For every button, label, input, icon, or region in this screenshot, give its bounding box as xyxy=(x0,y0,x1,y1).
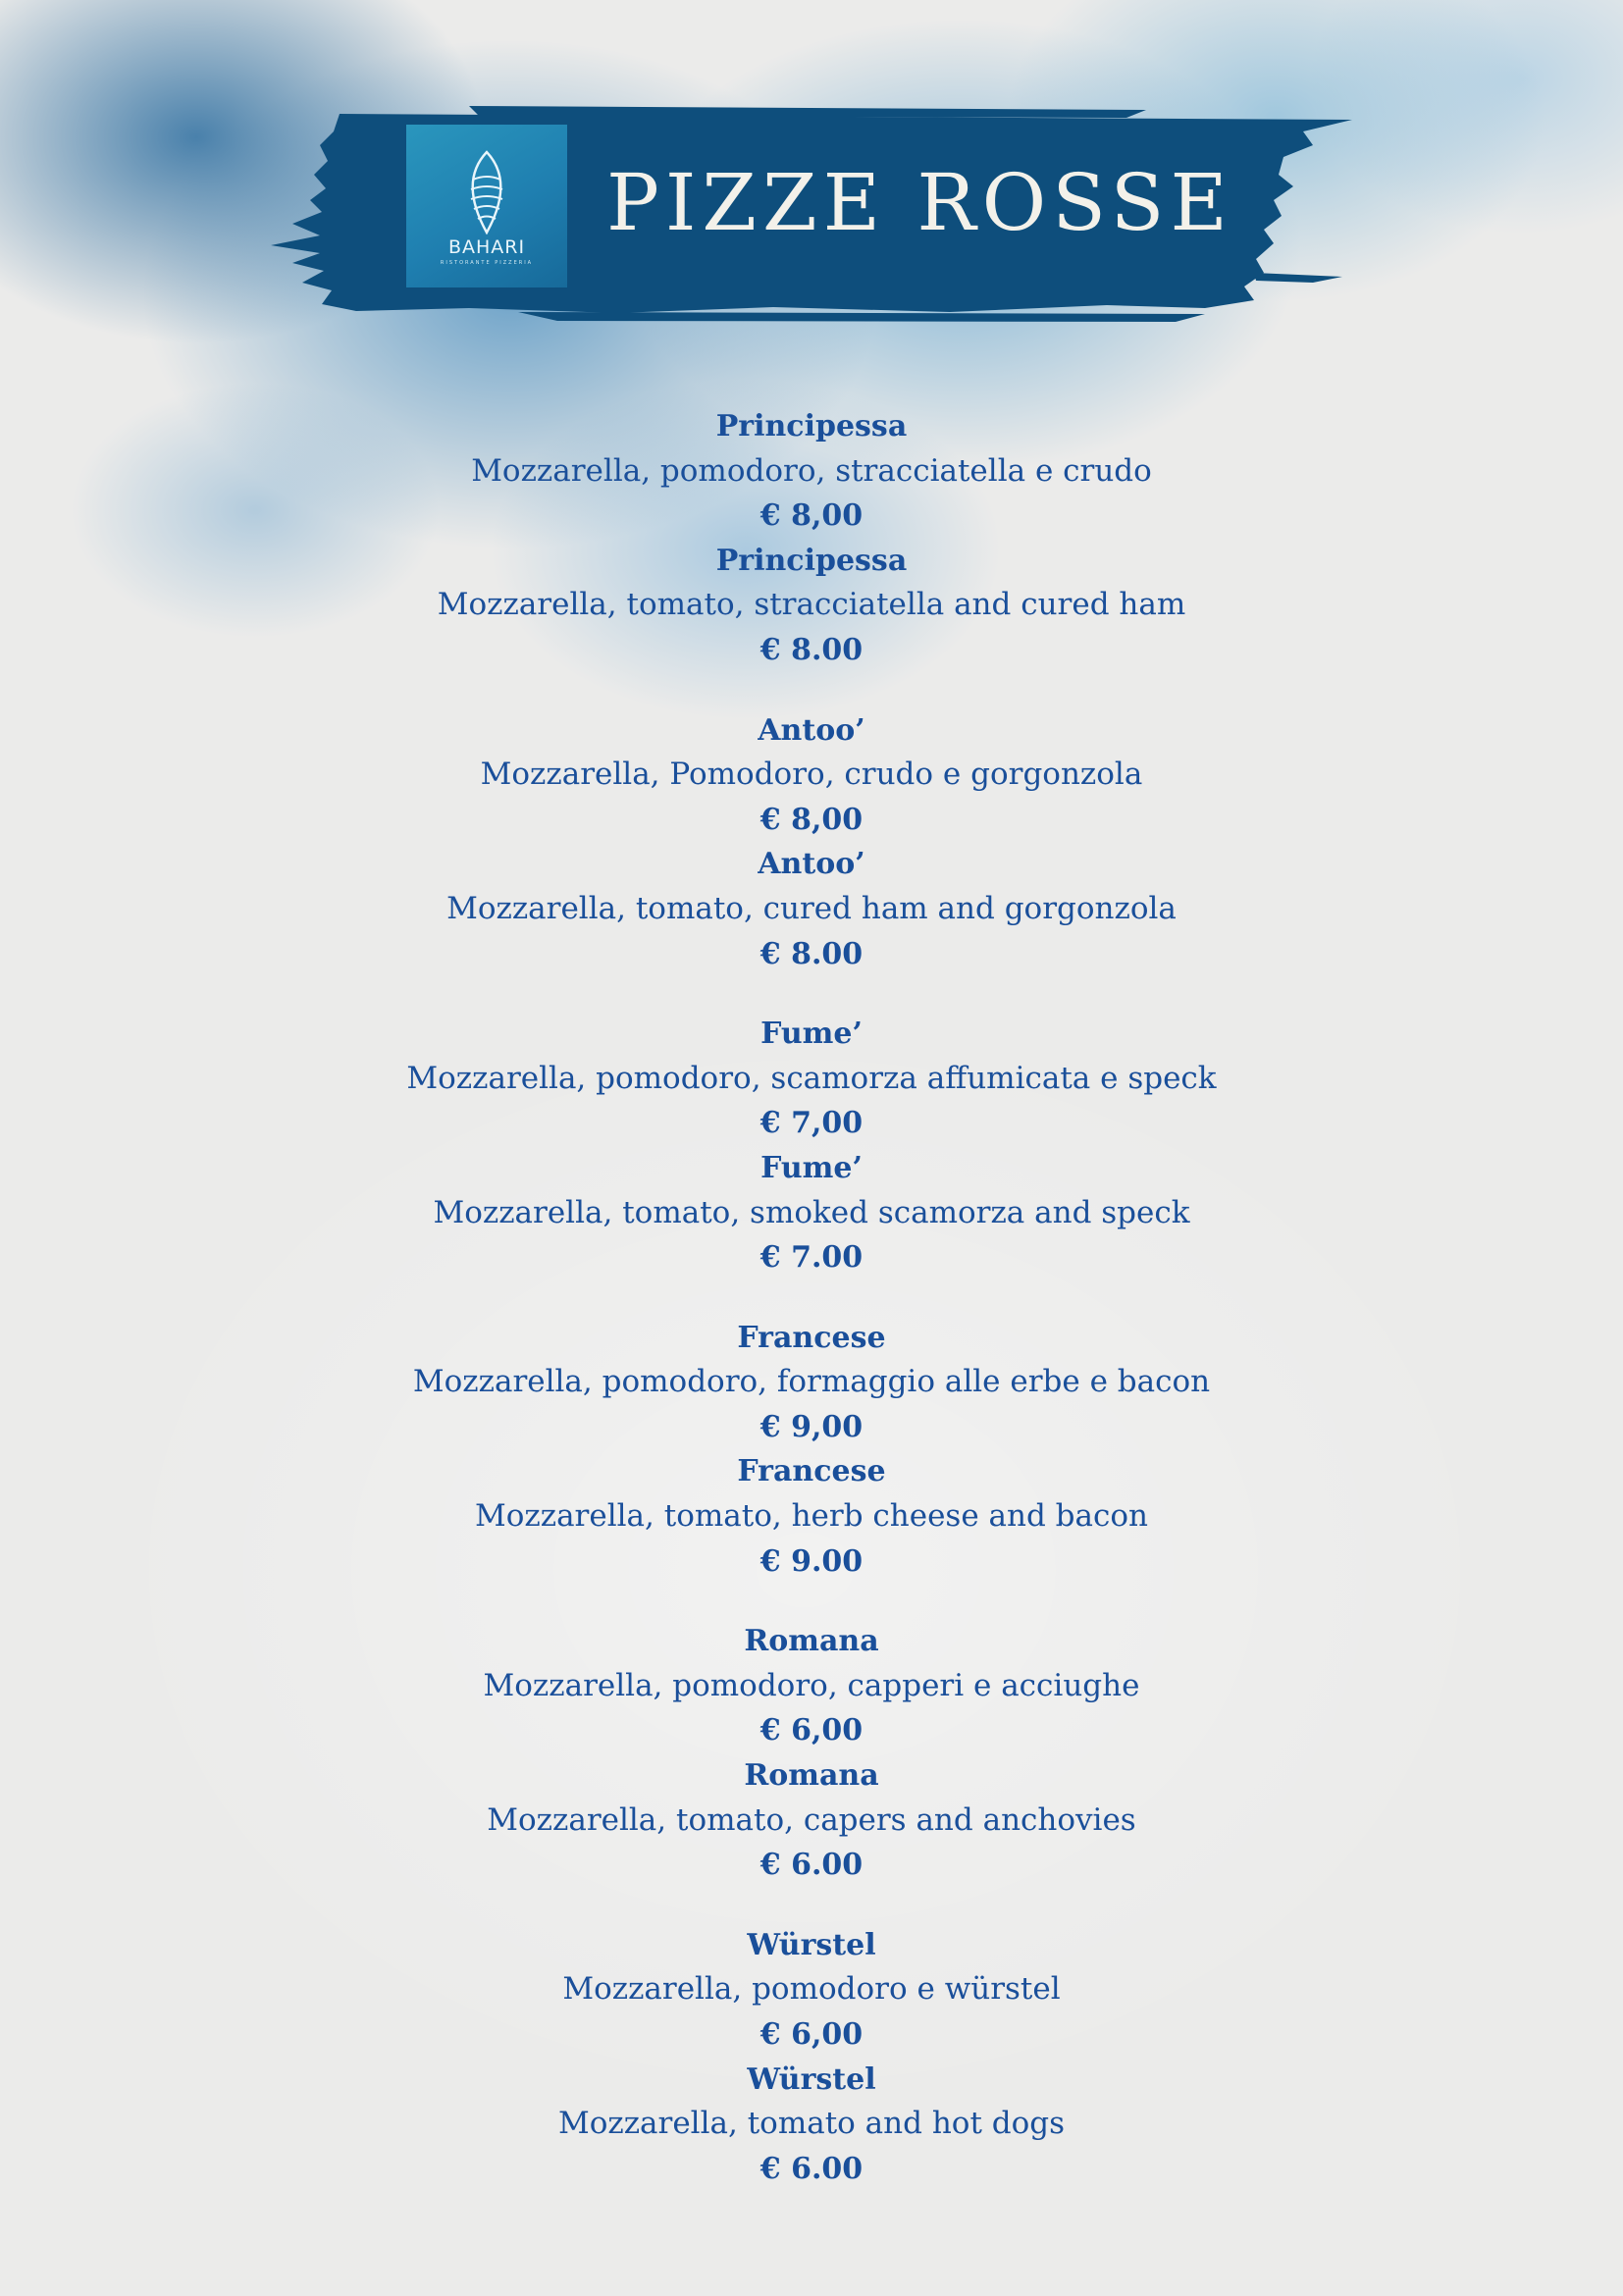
item-description-it: Mozzarella, pomodoro, capperi e acciughe xyxy=(483,1667,1140,1703)
menu-item-principessa xyxy=(0,404,1623,673)
item-description-en: Mozzarella, tomato, stracciatella and cured ham xyxy=(437,587,1186,623)
item-name-en: Principessa xyxy=(715,543,908,578)
item-price-en: € 7.00 xyxy=(759,1240,864,1276)
item-price-it: € 6,00 xyxy=(759,1713,864,1748)
menu-item-fume xyxy=(0,1012,1623,1280)
menu-item-wurstel xyxy=(0,1923,1623,2192)
pizza-menu xyxy=(0,404,1623,2226)
item-name-en: Romana xyxy=(744,1758,879,1794)
item-price-en: € 6.00 xyxy=(759,2151,864,2186)
item-price-en: € 8.00 xyxy=(759,632,864,667)
item-name-it: Fume’ xyxy=(760,1017,863,1052)
item-name-it: Romana xyxy=(744,1624,879,1659)
item-description-it: Mozzarella, pomodoro, formaggio alle erbe e bacon xyxy=(412,1364,1211,1400)
item-price-en: € 9.00 xyxy=(759,1543,864,1579)
item-price-it: € 7,00 xyxy=(759,1106,864,1141)
item-description-en: Mozzarella, tomato, capers and anchovies xyxy=(487,1801,1136,1838)
logo-subtitle: RISTORANTE PIZZERIA xyxy=(440,260,534,266)
item-name-it: Antoo’ xyxy=(758,712,865,748)
item-description-it: Mozzarella, Pomodoro, crudo e gorgonzola xyxy=(480,757,1143,793)
leaf-emblem-icon xyxy=(462,150,511,235)
item-description-en: Mozzarella, tomato, cured ham and gorgonzola xyxy=(446,890,1177,926)
banner-streak-right xyxy=(1254,273,1342,283)
item-description-it: Mozzarella, pomodoro e würstel xyxy=(562,1971,1061,2008)
menu-item-romana xyxy=(0,1619,1623,1888)
menu-item-antoo xyxy=(0,708,1623,977)
bahari-logo xyxy=(406,125,567,287)
item-price-it: € 8,00 xyxy=(759,498,864,534)
item-name-it: Principessa xyxy=(715,409,908,444)
banner-streak-top xyxy=(469,106,1146,118)
item-price-en: € 6.00 xyxy=(759,1848,864,1883)
page-title: PIZZE ROSSE xyxy=(606,157,1233,248)
item-price-it: € 9,00 xyxy=(759,1409,864,1444)
item-name-en: Fume’ xyxy=(760,1150,863,1185)
item-price-it: € 8,00 xyxy=(759,802,864,837)
item-price-en: € 8.00 xyxy=(759,936,864,971)
menu-item-francese xyxy=(0,1316,1623,1585)
item-price-it: € 6,00 xyxy=(759,2017,864,2052)
banner-streak-bottom xyxy=(518,312,1205,322)
item-description-it: Mozzarella, pomodoro, stracciatella e crudo xyxy=(471,452,1152,489)
item-description-en: Mozzarella, tomato, herb cheese and bacon xyxy=(475,1498,1148,1535)
item-name-it: Francese xyxy=(737,1320,886,1355)
item-name-en: Würstel xyxy=(747,2061,876,2097)
item-name-en: Antoo’ xyxy=(758,847,865,882)
item-description-en: Mozzarella, tomato and hot dogs xyxy=(557,2106,1066,2142)
item-description-it: Mozzarella, pomodoro, scamorza affumicata e speck xyxy=(406,1060,1217,1096)
item-name-en: Francese xyxy=(737,1454,886,1489)
logo-name: BAHARI xyxy=(447,236,526,258)
item-name-it: Würstel xyxy=(747,1927,876,1962)
item-description-en: Mozzarella, tomato, smoked scamorza and speck xyxy=(433,1194,1190,1230)
